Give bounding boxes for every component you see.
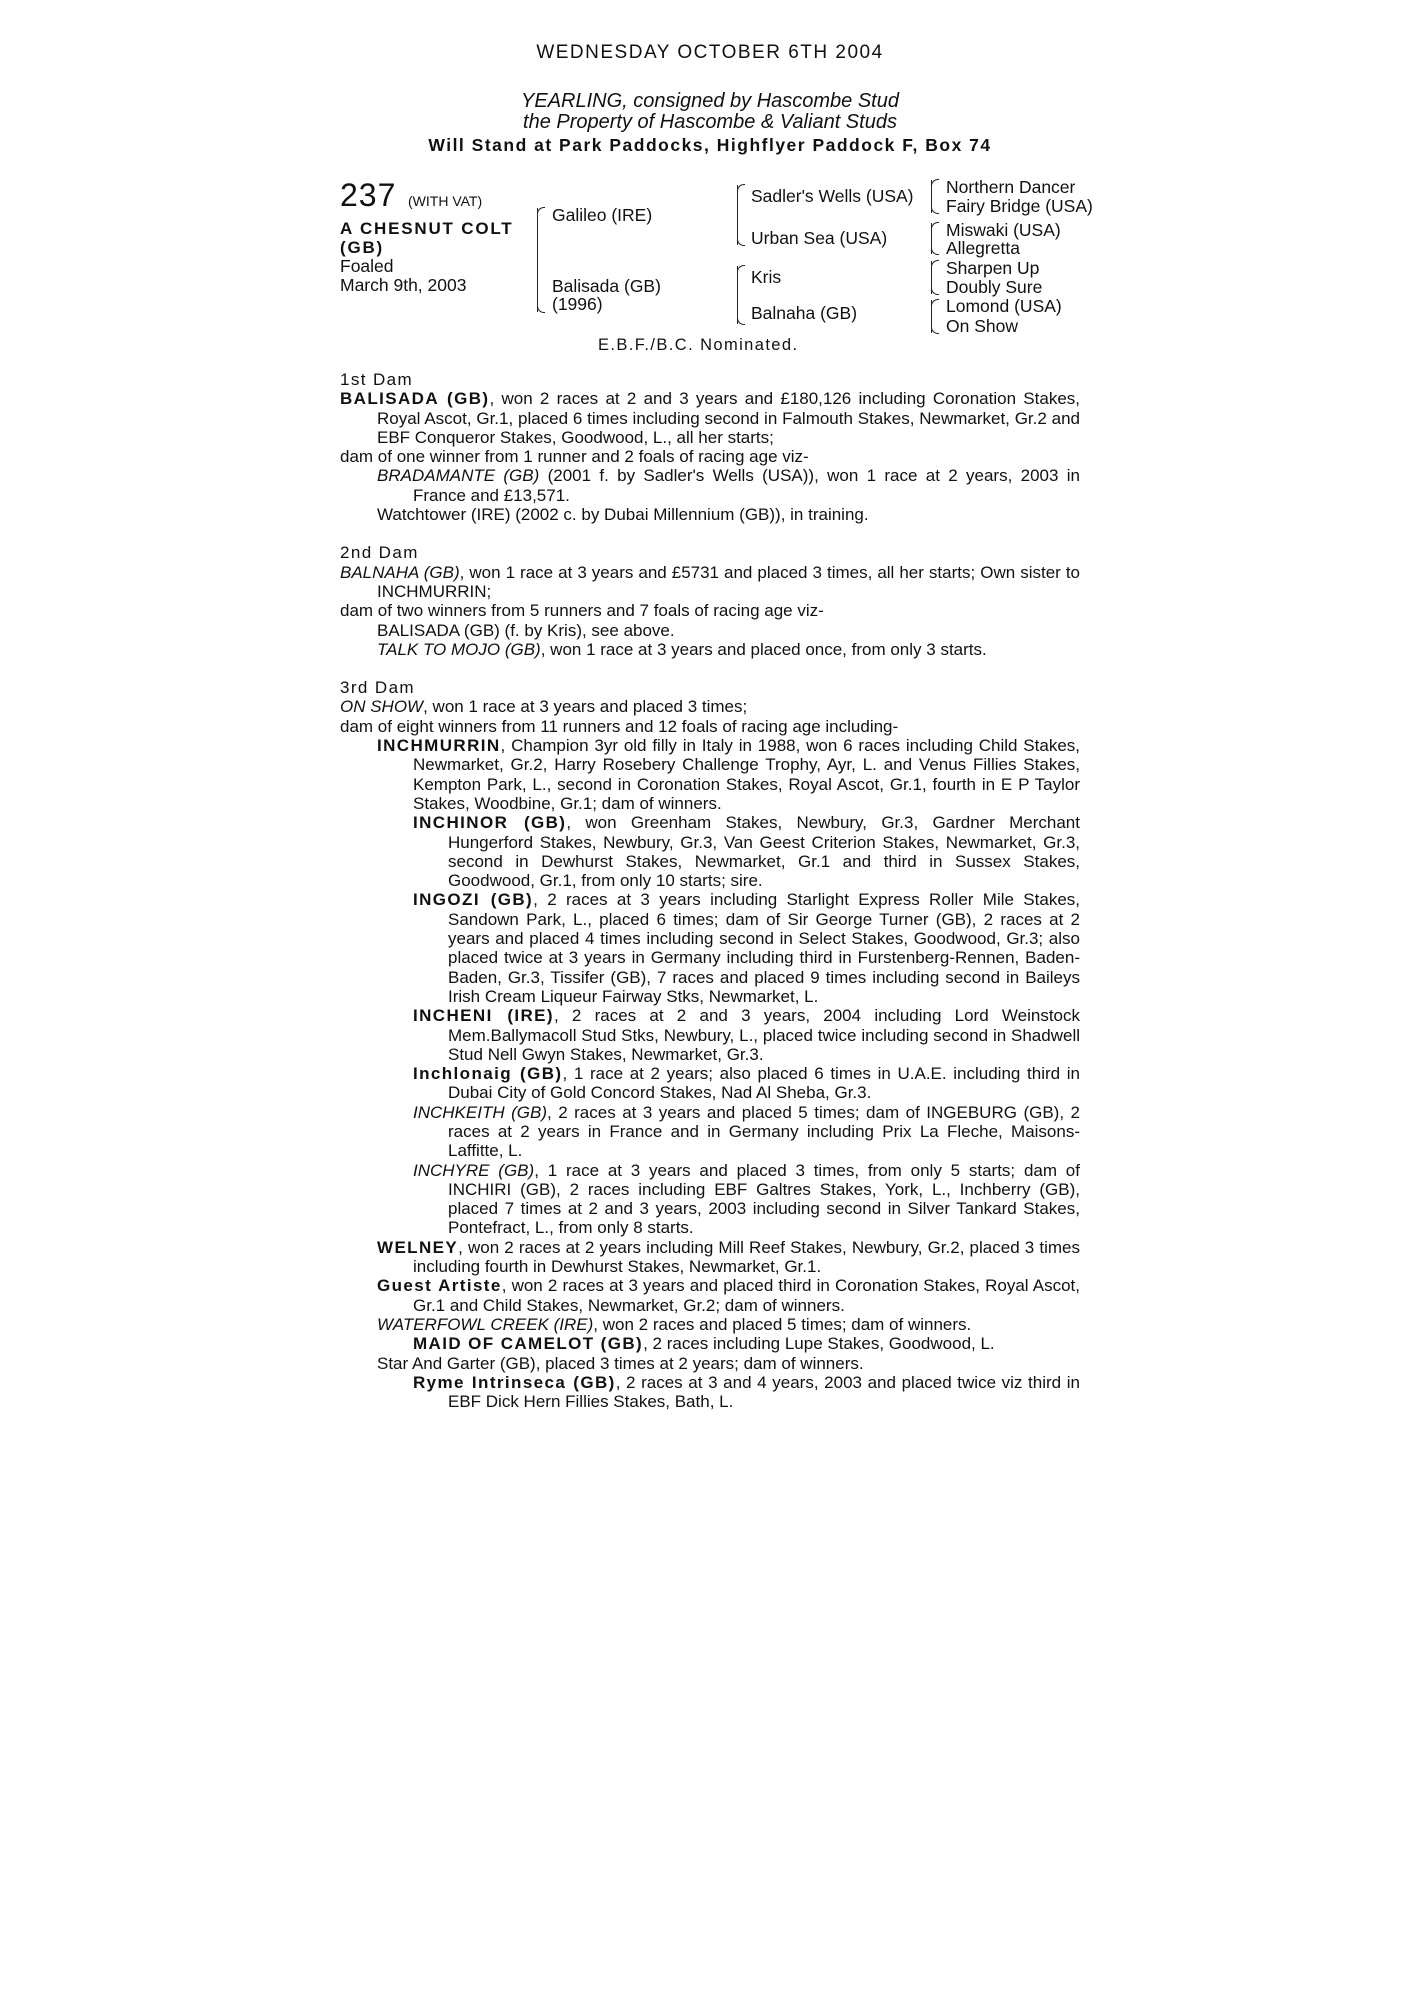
dam1-heading: 1st Dam — [340, 370, 414, 389]
record-text: , won 1 race at 3 years and placed once, from only 3 starts. — [540, 639, 987, 659]
brace-g1 — [931, 180, 932, 213]
record-text: , 1 race at 3 years and placed 3 times, from only 5 starts; dam of INCHIRI (GB), 2 races including EBF Galtres Stakes, York, L., Inchberry (GB), placed 7 times at 2 and 3 years, 2003 including second in Silver Tankard Stakes, Pontefract, L., from only 8 starts. — [448, 1160, 1080, 1238]
horse-name: Guest Artiste — [377, 1276, 502, 1296]
horse-name: INGOZI (GB) — [413, 890, 534, 910]
sire-name: Galileo (IRE) — [552, 205, 653, 225]
sdd-name: Allegretta — [946, 238, 1020, 258]
sds-name: Miswaki (USA) — [946, 220, 1061, 240]
dam3-produce-summary: dam of eight winners from 11 runners and 12 foals of racing age including- — [340, 716, 899, 736]
ddd-name: On Show — [946, 316, 1018, 336]
record-text: , won 1 race at 3 years and £5731 and placed 3 times, all her starts; Own sister to INCHMURRIN; — [377, 562, 1081, 601]
dam-sire: Kris — [751, 267, 782, 287]
brace-sire-parents — [737, 185, 738, 245]
horse-name: MAID OF CAMELOT (GB) — [413, 1334, 644, 1354]
horse-name: INCHINOR (GB) — [413, 813, 567, 833]
consignor-line: YEARLING, consigned by Hascombe Stud — [521, 90, 899, 112]
record-text: (2001 f. by Sadler's Wells (USA)), won 1 race at 2 years, 2003 in France and £13,571. — [413, 466, 1080, 505]
dam1-produce-1 — [377, 466, 1080, 505]
foaled-date: March 9th, 2003 — [340, 275, 467, 295]
sale-date: WEDNESDAY OCTOBER 6TH 2004 — [536, 42, 884, 63]
horse-name: INCHMURRIN — [377, 736, 501, 756]
dam-dam: Balnaha (GB) — [751, 303, 858, 323]
produce-inchinor — [413, 813, 1080, 890]
lot-description-country: (GB) — [340, 238, 385, 257]
horse-name: INCHKEITH (GB) — [413, 1102, 547, 1122]
dam2-heading: 2nd Dam — [340, 543, 419, 563]
record-text: , won 1 race at 3 years and placed 3 times; — [423, 697, 748, 717]
horse-name: INCHENI (IRE) — [413, 1006, 554, 1026]
produce-inchkeith — [413, 1103, 1080, 1161]
dam1-produce-summary: dam of one winner from 1 runner and 2 foals of racing age viz- — [340, 447, 809, 467]
dam3-record — [340, 697, 1080, 716]
horse-name: ON SHOW — [340, 697, 424, 717]
produce-inchyre — [413, 1161, 1080, 1238]
record-text: , Champion 3yr old filly in Italy in 1988, won 6 races including Child Stakes, Newmarket, Gr.2, Harry Rosebery Challenge Trophy, Ayr, L. and Venus Fillies Stakes, Kempton Park, L., second in Coronation Stakes, Royal Ascot, Gr.1, fourth in E P Taylor Stakes, Woodbine, Gr.1; dam of winners. — [413, 736, 1080, 813]
dam1-record — [340, 389, 1080, 447]
horse-name: BRADAMANTE (GB) — [377, 466, 540, 486]
horse-name: INCHYRE (GB) — [413, 1160, 535, 1180]
dam1-produce-2: Watchtower (IRE) (2002 c. by Dubai Millennium (GB)), in training. — [377, 505, 869, 525]
dam-name: Balisada (GB) — [552, 276, 661, 296]
record-text: , won Greenham Stakes, Newbury, Gr.3, Gardner Merchant Hungerford Stakes, Newbury, Gr.3, Van Geest Criterion Stakes, Newmarket, Gr.3, second in Dewhurst Stakes, Newmarket, Gr.1 and third in Sussex Stakes, Goodwood, Gr.1, from only 10 starts; sire. — [448, 813, 1080, 891]
brace-dam-parents — [737, 266, 738, 324]
record-text: , won 2 races at 2 and 3 years and £180,126 including Coronation Stakes, Royal Ascot, Gr.1, placed 6 times including second in Falmouth Stakes, Newmarket, Gr.2 and EBF Conqueror Stakes, Goodwood, L., all her starts; — [377, 389, 1080, 447]
record-text: , 2 races including Lupe Stakes, Goodwood, L. — [643, 1334, 995, 1354]
record-text: , 2 races at 3 years including Starlight Express Roller Mile Stakes, Sandown Park, L., placed 6 times; dam of Sir George Turner (GB), 2 races at 2 years and placed 4 times including second in Select Stakes, Goodwood, Gr.3; also placed twice at 3 years in Germany including third in Furstenberg-Rennen, Baden-Baden, Gr.3, Tissifer (GB), 7 races and placed 9 times including second in Baileys Irish Cream Liqueur Fairway Stks, Newmarket, L. — [448, 890, 1081, 1006]
horse-name: TALK TO MOJO (GB) — [377, 639, 541, 659]
produce-maid-of-camelot — [413, 1334, 1080, 1353]
horse-name: BALNAHA (GB) — [340, 562, 460, 582]
brace-sire-dam — [537, 208, 538, 312]
dam2-produce-2 — [377, 640, 1080, 659]
produce-waterfowl-creek — [377, 1315, 1080, 1334]
dam3-heading: 3rd Dam — [340, 678, 415, 698]
produce-ryme-intrinseca — [413, 1373, 1080, 1412]
horse-name: BALISADA (GB) — [340, 389, 490, 409]
record-text: , won 2 races at 2 years including Mill Reef Stakes, Newbury, Gr.2, placed 3 times including fourth in Dewhurst Stakes, Newmarket, Gr.1. — [413, 1237, 1080, 1277]
dsd-name: Doubly Sure — [946, 277, 1043, 297]
ssd-name: Fairy Bridge (USA) — [946, 196, 1093, 216]
property-line: the Property of Hascombe & Valiant Studs — [523, 111, 897, 133]
foaled-label: Foaled — [340, 256, 394, 276]
stand-line: Will Stand at Park Paddocks, Highflyer Paddock F, Box 74 — [428, 135, 992, 155]
produce-welney — [377, 1238, 1080, 1277]
produce-incheni — [413, 1006, 1080, 1064]
produce-inchlonaig — [413, 1064, 1080, 1103]
record-text: , won 2 races and placed 5 times; dam of winners. — [593, 1314, 972, 1334]
record-text: , 2 races at 3 and 4 years, 2003 and placed twice viz third in EBF Dick Hern Fillies Stakes, Bath, L. — [448, 1372, 1080, 1412]
dss-name: Sharpen Up — [946, 258, 1040, 278]
dam-year: (1996) — [552, 294, 603, 314]
nominated-line: E.B.F./B.C. Nominated. — [598, 336, 799, 354]
dam2-produce-1: BALISADA (GB) (f. by Kris), see above. — [377, 620, 675, 640]
produce-star-and-garter: Star And Garter (GB), placed 3 times at 2 years; dam of winners. — [377, 1353, 864, 1373]
lot-description: A CHESNUT COLT — [340, 219, 514, 238]
record-text: , 1 race at 2 years; also placed 6 times in U.A.E. including third in Dubai City of Gold Concord Stakes, Nad Al Sheba, Gr.3. — [448, 1064, 1080, 1103]
horse-name: WELNEY — [377, 1237, 459, 1257]
produce-ingozi — [413, 890, 1080, 1006]
horse-name: Ryme Intrinseca (GB) — [413, 1372, 616, 1392]
produce-inchmurrin — [377, 736, 1080, 813]
record-text: , 2 races at 2 and 3 years, 2004 including Lord Weinstock Mem.Ballymacoll Stud Stks, Newbury, L., placed twice including second in Shadwell Stud Nell Gwyn Stakes, Newmarket, Gr.3. — [448, 1006, 1080, 1064]
dds-name: Lomond (USA) — [946, 296, 1062, 316]
dam-records — [340, 370, 1080, 1411]
record-text: , 2 races at 3 years and placed 5 times; dam of INGEBURG (GB), 2 races at 2 years in France and in Germany including Prix La Fleche, Maisons-Laffitte, L. — [448, 1102, 1080, 1161]
brace-g2 — [931, 223, 932, 254]
sire-dam: Urban Sea (USA) — [751, 228, 888, 248]
sire-sire: Sadler's Wells (USA) — [751, 186, 914, 206]
sss-name: Northern Dancer — [946, 177, 1076, 197]
horse-name: WATERFOWL CREEK (IRE) — [377, 1314, 594, 1334]
brace-g4 — [931, 300, 932, 333]
vat-label: (WITH VAT) — [408, 193, 483, 209]
horse-name: Inchlonaig (GB) — [413, 1064, 563, 1084]
brace-g3 — [931, 261, 932, 294]
produce-guest-artiste — [377, 1276, 1080, 1315]
dam2-produce-summary: dam of two winners from 5 runners and 7 foals of racing age viz- — [340, 601, 824, 621]
lot-number: 237 — [340, 177, 397, 213]
record-text: , won 2 races at 3 years and placed third in Coronation Stakes, Royal Ascot, Gr.1 and Child Stakes, Newmarket, Gr.2; dam of winners. — [413, 1276, 1080, 1315]
dam2-record — [340, 563, 1080, 602]
